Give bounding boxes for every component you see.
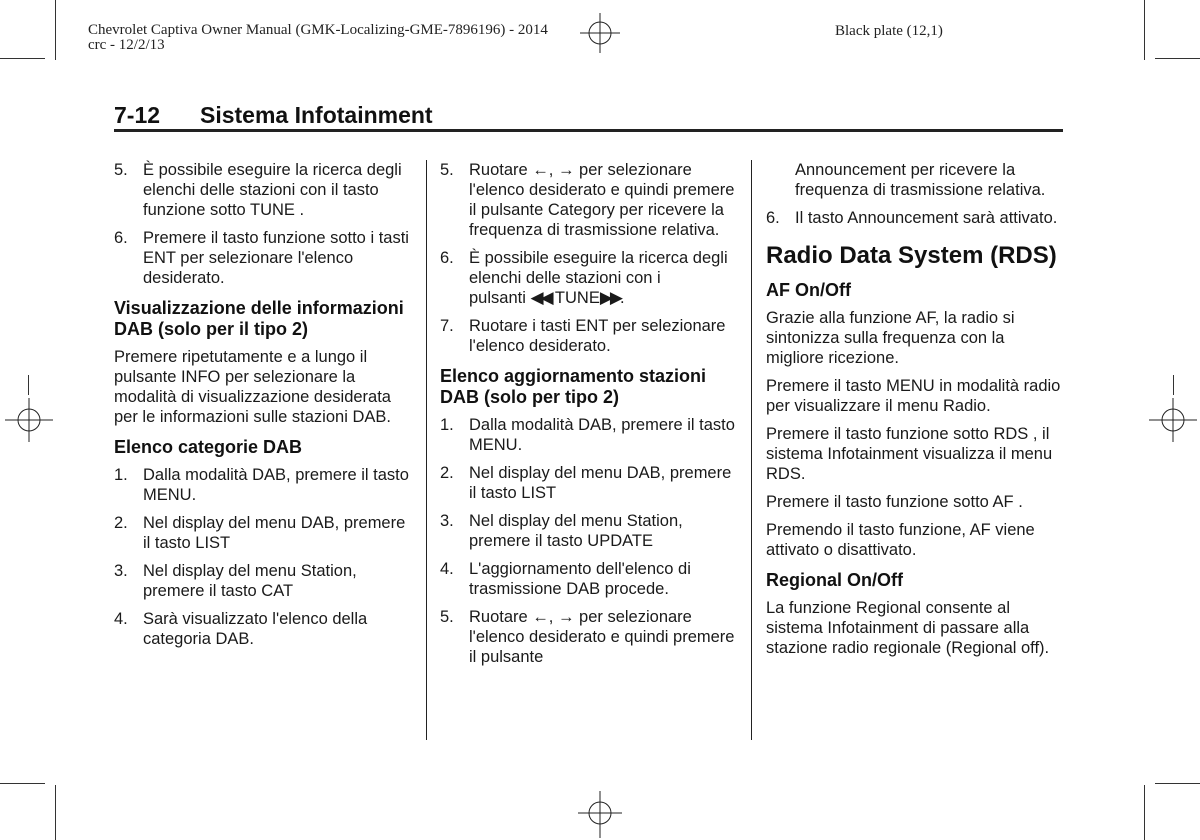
paragraph-af-5: Premendo il tasto funzione, AF viene attivato o disattivato. bbox=[766, 521, 1035, 559]
list-item bbox=[440, 511, 740, 551]
heading-elenco-categorie: Elenco categorie DAB bbox=[114, 437, 303, 457]
crop-mark-top-left-h bbox=[0, 58, 45, 59]
heading-visualizzazione: Visualizzazione delle informazioni DAB (solo per il tipo 2) bbox=[114, 298, 404, 339]
crop-mark-top-right-h bbox=[1155, 58, 1200, 59]
list-number: 6. bbox=[440, 249, 454, 267]
list-number: 6. bbox=[766, 209, 780, 227]
list-text: L'aggiornamento dell'elenco di trasmissione DAB procede. bbox=[469, 560, 691, 598]
list-text-end: . bbox=[620, 289, 625, 307]
crop-mark-bottom-right-v bbox=[1144, 785, 1145, 840]
list-number: 2. bbox=[114, 514, 128, 532]
paragraph-af-2: Premere il tasto MENU in modalità radio per visualizzare il menu Radio. bbox=[766, 377, 1061, 415]
page-number: 7-12 bbox=[114, 102, 161, 128]
column-1 bbox=[114, 160, 414, 657]
manual-header-line2: crc - 12/2/13 bbox=[88, 37, 165, 53]
plate-label: Black plate (12,1) bbox=[835, 23, 943, 39]
list-item bbox=[114, 609, 414, 649]
list-item bbox=[440, 463, 740, 503]
list-item bbox=[114, 465, 414, 505]
list-text: Dalla modalità DAB, premere il tasto MENU. bbox=[143, 466, 409, 504]
paragraph-af-4: Premere il tasto funzione sotto AF . bbox=[766, 493, 1023, 511]
column-divider-1 bbox=[426, 160, 427, 740]
list-number: 5. bbox=[114, 161, 128, 179]
column-3 bbox=[766, 160, 1066, 666]
list-text: Nel display del menu DAB, premere il tasto LIST bbox=[469, 464, 732, 502]
heading-elenco-aggiornamento: Elenco aggiornamento stazioni DAB (solo per tipo 2) bbox=[440, 366, 707, 407]
registration-mark-right bbox=[1146, 395, 1200, 445]
crop-mark-top-left-v bbox=[55, 0, 56, 60]
list-number: 5. bbox=[440, 161, 454, 179]
registration-mark-bottom bbox=[570, 788, 630, 840]
list-number: 5. bbox=[440, 608, 454, 626]
paragraph-visualizzazione: Premere ripetutamente e a lungo il pulsante INFO per selezionare la modalità di visualizzazione desiderata per le informazioni sulle stazioni DAB. bbox=[114, 348, 391, 426]
list-text: Nel display del menu DAB, premere il tasto LIST bbox=[143, 514, 406, 552]
list-text-block bbox=[469, 248, 740, 308]
list-item bbox=[114, 228, 414, 288]
list-text: Nel display del menu Station, premere il tasto CAT bbox=[143, 562, 357, 600]
list-text: Ruotare ←, → per selezionare l'elenco desiderato e quindi premere il pulsante bbox=[469, 608, 735, 666]
list-number: 3. bbox=[114, 562, 128, 580]
list-text: Premere il tasto funzione sotto i tasti ENT per selezionare l'elenco desiderato. bbox=[143, 229, 409, 287]
column-divider-2 bbox=[751, 160, 752, 740]
list-text: È possibile eseguire la ricerca degli elenchi delle stazioni con i bbox=[469, 249, 728, 287]
list-item bbox=[440, 160, 740, 240]
list-item bbox=[440, 248, 740, 308]
heading-regional: Regional On/Off bbox=[766, 570, 903, 590]
list-item bbox=[440, 559, 740, 599]
crop-mark-bottom-right-h bbox=[1155, 783, 1200, 784]
list-item bbox=[440, 607, 740, 667]
paragraph-af-1: Grazie alla funzione AF, la radio si sintonizza sulla frequenza con la migliore ricezione. bbox=[766, 309, 1015, 367]
registration-mark-left bbox=[2, 395, 57, 445]
list-text-cont: pulsanti bbox=[469, 289, 526, 307]
list-item bbox=[114, 513, 414, 553]
paragraph-af-3: Premere il tasto funzione sotto RDS , il sistema Infotainment visualizza il menu RDS. bbox=[766, 425, 1053, 483]
list-text: Announcement per ricevere la frequenza di trasmissione relativa. bbox=[795, 161, 1046, 199]
title-rule bbox=[114, 129, 1063, 132]
list-item bbox=[114, 160, 414, 220]
fast-forward-icon: ▶▶ bbox=[599, 288, 620, 307]
list-text: Dalla modalità DAB, premere il tasto MENU. bbox=[469, 416, 735, 454]
column-2 bbox=[440, 160, 740, 675]
section-title: Sistema Infotainment bbox=[200, 102, 433, 128]
list-number: 4. bbox=[440, 560, 454, 578]
list-text: Ruotare i tasti ENT per selezionare l'elenco desiderato. bbox=[469, 317, 726, 355]
list-text: È possibile eseguire la ricerca degli elenchi delle stazioni con il tasto funzione sotto TUNE . bbox=[143, 161, 402, 219]
list-text: Il tasto Announcement sarà attivato. bbox=[795, 209, 1058, 227]
tune-label: TUNE bbox=[554, 289, 600, 307]
list-number: 1. bbox=[440, 416, 454, 434]
crop-mark-top-right-v bbox=[1144, 0, 1145, 60]
list-item bbox=[440, 415, 740, 455]
list-item-continued bbox=[766, 160, 1066, 200]
crop-mark-right-v-top bbox=[1173, 375, 1174, 395]
list-text: Ruotare ←, → per selezionare l'elenco desiderato e quindi premere il pulsante Category per ricevere la frequenza di trasmissione relativa. bbox=[469, 161, 735, 239]
registration-mark-top bbox=[570, 8, 630, 53]
paragraph-regional: La funzione Regional consente al sistema Infotainment di passare alla stazione radio regionale (Regional off). bbox=[766, 599, 1050, 657]
crop-mark-bottom-left-v bbox=[55, 785, 56, 840]
list-text: Sarà visualizzato l'elenco della categoria DAB. bbox=[143, 610, 368, 648]
manual-header-line1: Chevrolet Captiva Owner Manual (GMK-Localizing-GME-7896196) - 2014 bbox=[88, 22, 548, 38]
rewind-icon: ◀◀ bbox=[530, 288, 551, 307]
list-number: 4. bbox=[114, 610, 128, 628]
crop-mark-bottom-left-h bbox=[0, 783, 45, 784]
list-item bbox=[766, 208, 1066, 228]
list-number: 2. bbox=[440, 464, 454, 482]
list-item bbox=[114, 561, 414, 601]
heading-af: AF On/Off bbox=[766, 280, 851, 300]
crop-mark-left-v-top bbox=[28, 375, 29, 395]
list-number: 1. bbox=[114, 466, 128, 484]
list-number: 6. bbox=[114, 229, 128, 247]
list-text: Nel display del menu Station, premere il tasto UPDATE bbox=[469, 512, 683, 550]
list-number: 3. bbox=[440, 512, 454, 530]
heading-rds: Radio Data System (RDS) bbox=[766, 242, 1057, 269]
list-number: 7. bbox=[440, 317, 454, 335]
list-item bbox=[440, 316, 740, 356]
